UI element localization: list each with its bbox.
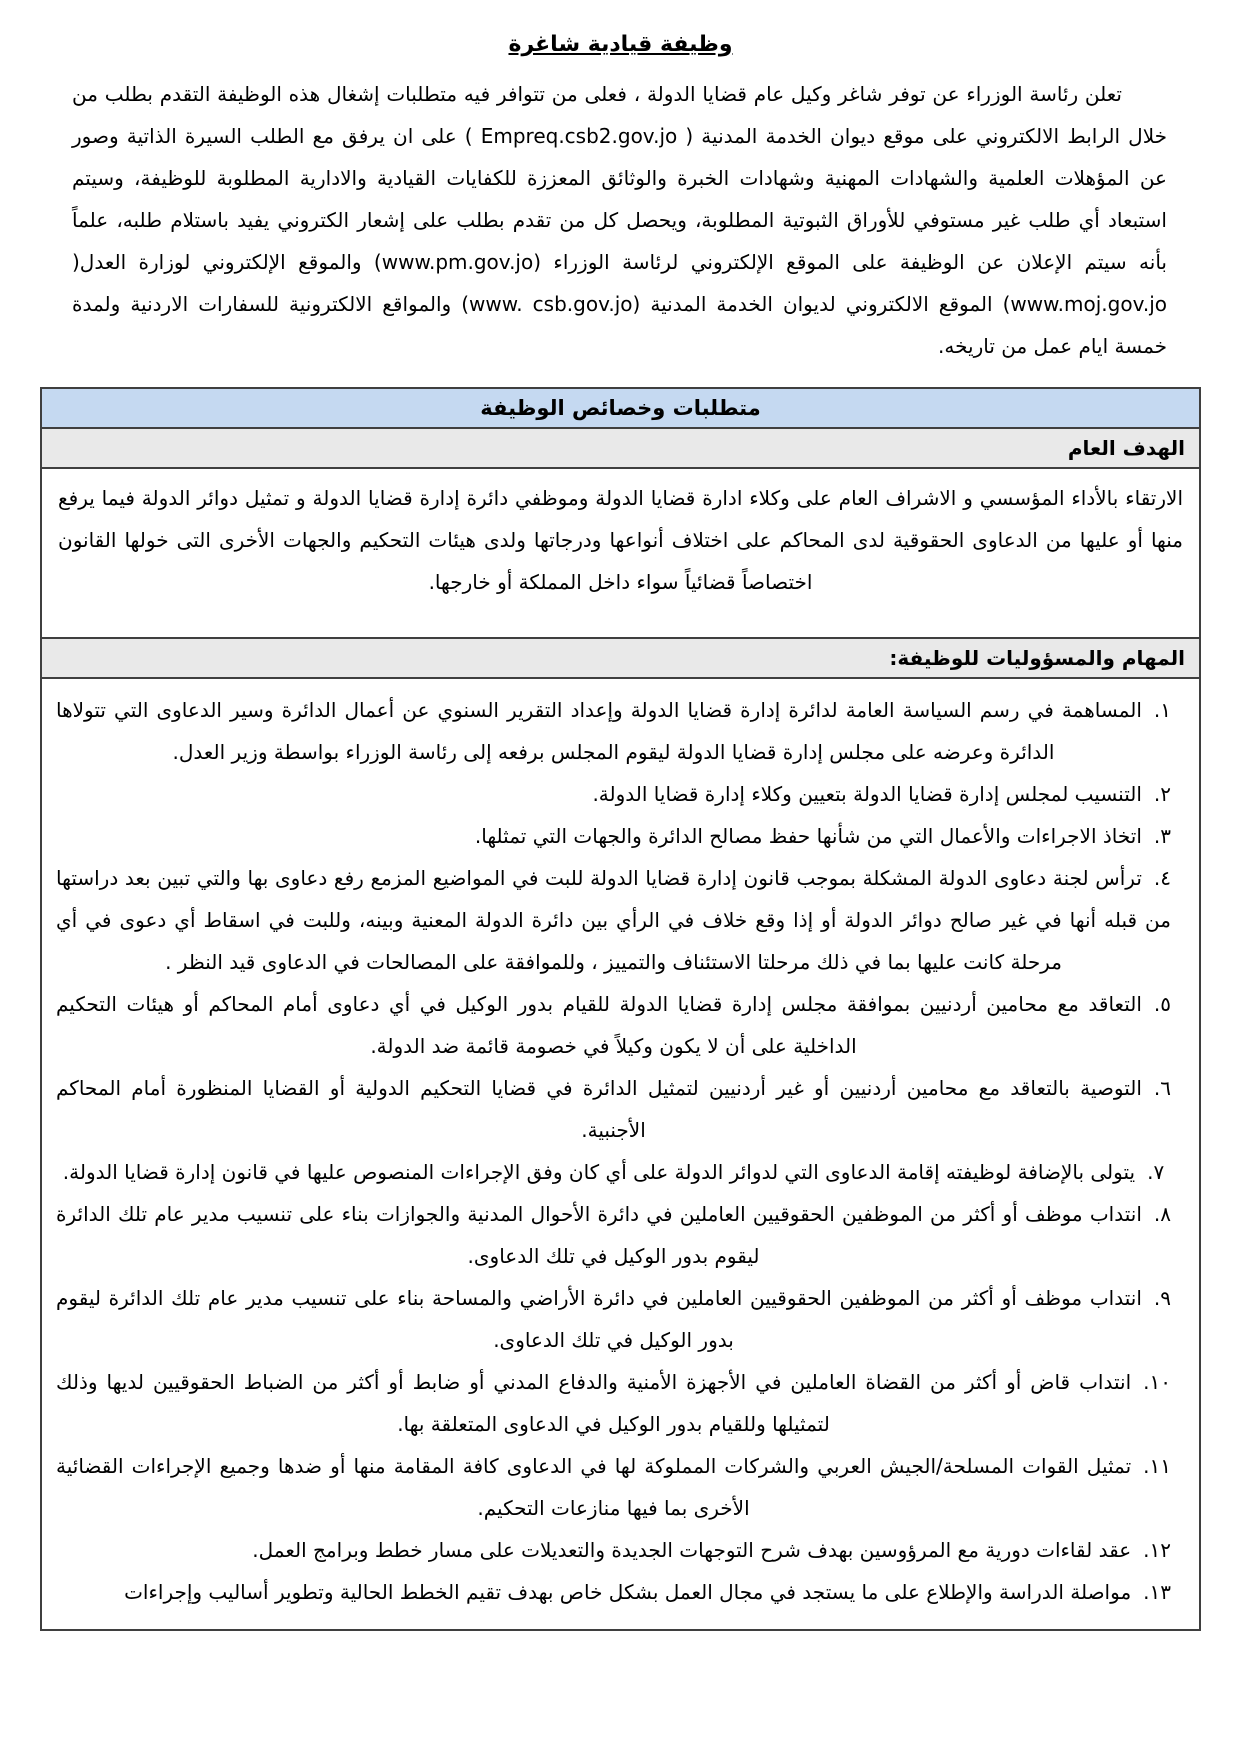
table-title-row: متطلبات وخصائص الوظيفة [42, 389, 1199, 429]
task-text: تمثيل القوات المسلحة/الجيش العربي والشركات المملوكة لها في الدعاوى كافة المقامة منها أو ضدها وجميع الإجراءات القضائية الأخرى بما فيها منازعات التحكيم. [56, 1454, 1132, 1520]
task-text: التنسيب لمجلس إدارة قضايا الدولة بتعيين وكلاء إدارة قضايا الدولة. [592, 782, 1142, 806]
task-item [56, 1151, 1185, 1193]
task-item [56, 1529, 1185, 1571]
task-item [56, 1361, 1185, 1445]
section-tasks-header: المهام والمسؤوليات للوظيفة: [42, 639, 1199, 679]
task-item [56, 857, 1185, 983]
task-number: ١٢. [1143, 1538, 1171, 1562]
task-item [56, 815, 1185, 857]
task-number: ١٠. [1143, 1370, 1171, 1394]
task-number: ١١. [1143, 1454, 1171, 1478]
task-number: ٤. [1153, 866, 1171, 890]
task-item [56, 1277, 1185, 1361]
task-number: ٥. [1153, 992, 1171, 1016]
task-item [56, 1571, 1185, 1613]
task-text: التوصية بالتعاقد مع محامين أردنيين أو غير أردنيين لتمثيل الدائرة في قضايا التحكيم الدولية أو القضايا المنظورة أمام المحاكم الأجنبية. [56, 1076, 1142, 1142]
task-text: انتداب قاض أو أكثر من القضاة العاملين في الأجهزة الأمنية والدفاع المدني أو ضابط أو أكثر من الضباط الحقوقيين لديها وذلك لتمثيلها وللقيام بدور الوكيل في الدعاوى المتعلقة بها. [56, 1370, 1132, 1436]
task-item [56, 773, 1185, 815]
task-item [56, 689, 1185, 773]
general-goal-text: الارتقاء بالأداء المؤسسي و الاشراف العام على وكلاء ادارة قضايا الدولة وموظفي دائرة إدارة قضايا الدولة و تمثيل دوائر الدولة فيما يرفع منها أو عليها من الدعاوى الحقوقية لدى المحاكم على اختلاف أنواعها ودرجاتها ولدى هيئات التحكيم والجهات الأخرى التى خولها القانون اختصاصاً قضائياً سواء داخل المملكة أو خارجها. [58, 486, 1183, 594]
tasks-list [42, 679, 1199, 1629]
task-item [56, 1445, 1185, 1529]
task-text: اتخاذ الاجراءات والأعمال التي من شأنها حفظ مصالح الدائرة والجهات التي تمثلها. [474, 824, 1142, 848]
section-general-goal-header: الهدف العام [42, 429, 1199, 469]
task-number: ١٣. [1143, 1580, 1171, 1604]
task-number: ١. [1153, 698, 1171, 722]
task-number: ٣. [1153, 824, 1171, 848]
task-number: ٩. [1153, 1286, 1171, 1310]
general-goal-cell [42, 469, 1199, 639]
task-text: مواصلة الدراسة والإطلاع على ما يستجد في مجال العمل بشكل خاص بهدف تقيم الخطط الحالية وتطوير أساليب وإجراءات [124, 1580, 1132, 1604]
task-text: المساهمة في رسم السياسة العامة لدائرة إدارة قضايا الدولة وإعداد التقرير السنوي عن أعمال الدائرة وسير الدعاوى التي تتولاها الدائرة وعرضه على مجلس إدارة قضايا الدولة ليقوم المجلس برفعه إلى رئاسة الوزراء بواسطة وزير العدل. [56, 698, 1142, 764]
task-text: يتولى بالإضافة لوظيفته إقامة الدعاوى التي لدوائر الدولة على أي كان وفق الإجراءات المنصوص عليها في قانون إدارة قضايا الدولة. [62, 1160, 1136, 1184]
page-title: وظيفة قيادية شاغرة [508, 32, 733, 57]
task-text: انتداب موظف أو أكثر من الموظفين الحقوقيين العاملين في دائرة الأحوال المدنية والجوازات بناء على تنسيب مدير عام تلك الدائرة ليقوم بدور الوكيل في تلك الدعاوى. [56, 1202, 1142, 1268]
task-item [56, 983, 1185, 1067]
task-number: ٧. [1147, 1160, 1165, 1184]
task-item [56, 1067, 1185, 1151]
task-text: عقد لقاءات دورية مع المرؤوسين بهدف شرح التوجهات الجديدة والتعديلات على مسار خطط وبرامج العمل. [252, 1538, 1132, 1562]
task-text: ترأس لجنة دعاوى الدولة المشكلة بموجب قانون إدارة قضايا الدولة للبت في المواضيع المزمع رفع دعاوى بها والتي تبين بعد دراستها من قبله أنها في غير صالح دوائر الدولة أو إذا وقع خلاف في الرأي بين دائرة الدولة المعنية وبينه، وللبت في اسقاط أي دعوى في أي مرحلة كانت عليها بما في ذلك مرحلتا الاستئناف والتمييز ، وللموافقة على المصالحات في الدعاوى قيد النظر . [56, 866, 1171, 974]
task-item [56, 1193, 1185, 1277]
intro-paragraph: تعلن رئاسة الوزراء عن توفر شاغر وكيل عام قضايا الدولة ، فعلى من تتوافر فيه متطلبات إشغال هذه الوظيفة التقدم بطلب من خلال الرابط الالكتروني على موقع ديوان الخدمة المدنية ( Empreq.csb2.gov.jo ) على ان يرفق مع الطلب السيرة الذاتية وصور عن المؤهلات العلمية والشهادات المهنية وشهادات الخبرة والوثائق المعززة للكفايات القيادية والادارية المطلوبة للوظيفة، وسيتم استبعاد أي طلب غير مستوفي للأوراق الثبوتية المطلوبة، ويحصل كل من تقدم بطلب على إشعار الكتروني يفيد باستلام طلبه، علماً بأنه سيتم الإعلان عن الوظيفة على الموقع الإلكتروني لرئاسة الوزراء (www.pm.gov.jo) والموقع الإلكتروني لوزارة العدل( www.moj.gov.jo) الموقع الالكتروني لديوان الخدمة المدنية (www. csb.gov.jo) والمواقع الالكترونية للسفارات الاردنية ولمدة خمسة ايام عمل من تاريخه. [72, 82, 1167, 358]
task-text: التعاقد مع محامين أردنيين بموافقة مجلس إدارة قضايا الدولة للقيام بدور الوكيل في أي دعاوى أمام المحاكم أو هيئات التحكيم الداخلية على أن لا يكون وكيلاً في خصومة قائمة ضد الدولة. [56, 992, 1142, 1058]
task-number: ٦. [1153, 1076, 1171, 1100]
task-number: ٨. [1153, 1202, 1171, 1226]
task-text: انتداب موظف أو أكثر من الموظفين الحقوقيين العاملين في دائرة الأراضي والمساحة بناء على تنسيب مدير عام تلك الدائرة ليقوم بدور الوكيل في تلك الدعاوى. [56, 1286, 1142, 1352]
requirements-table [40, 387, 1201, 1631]
task-number: ٢. [1153, 782, 1171, 806]
